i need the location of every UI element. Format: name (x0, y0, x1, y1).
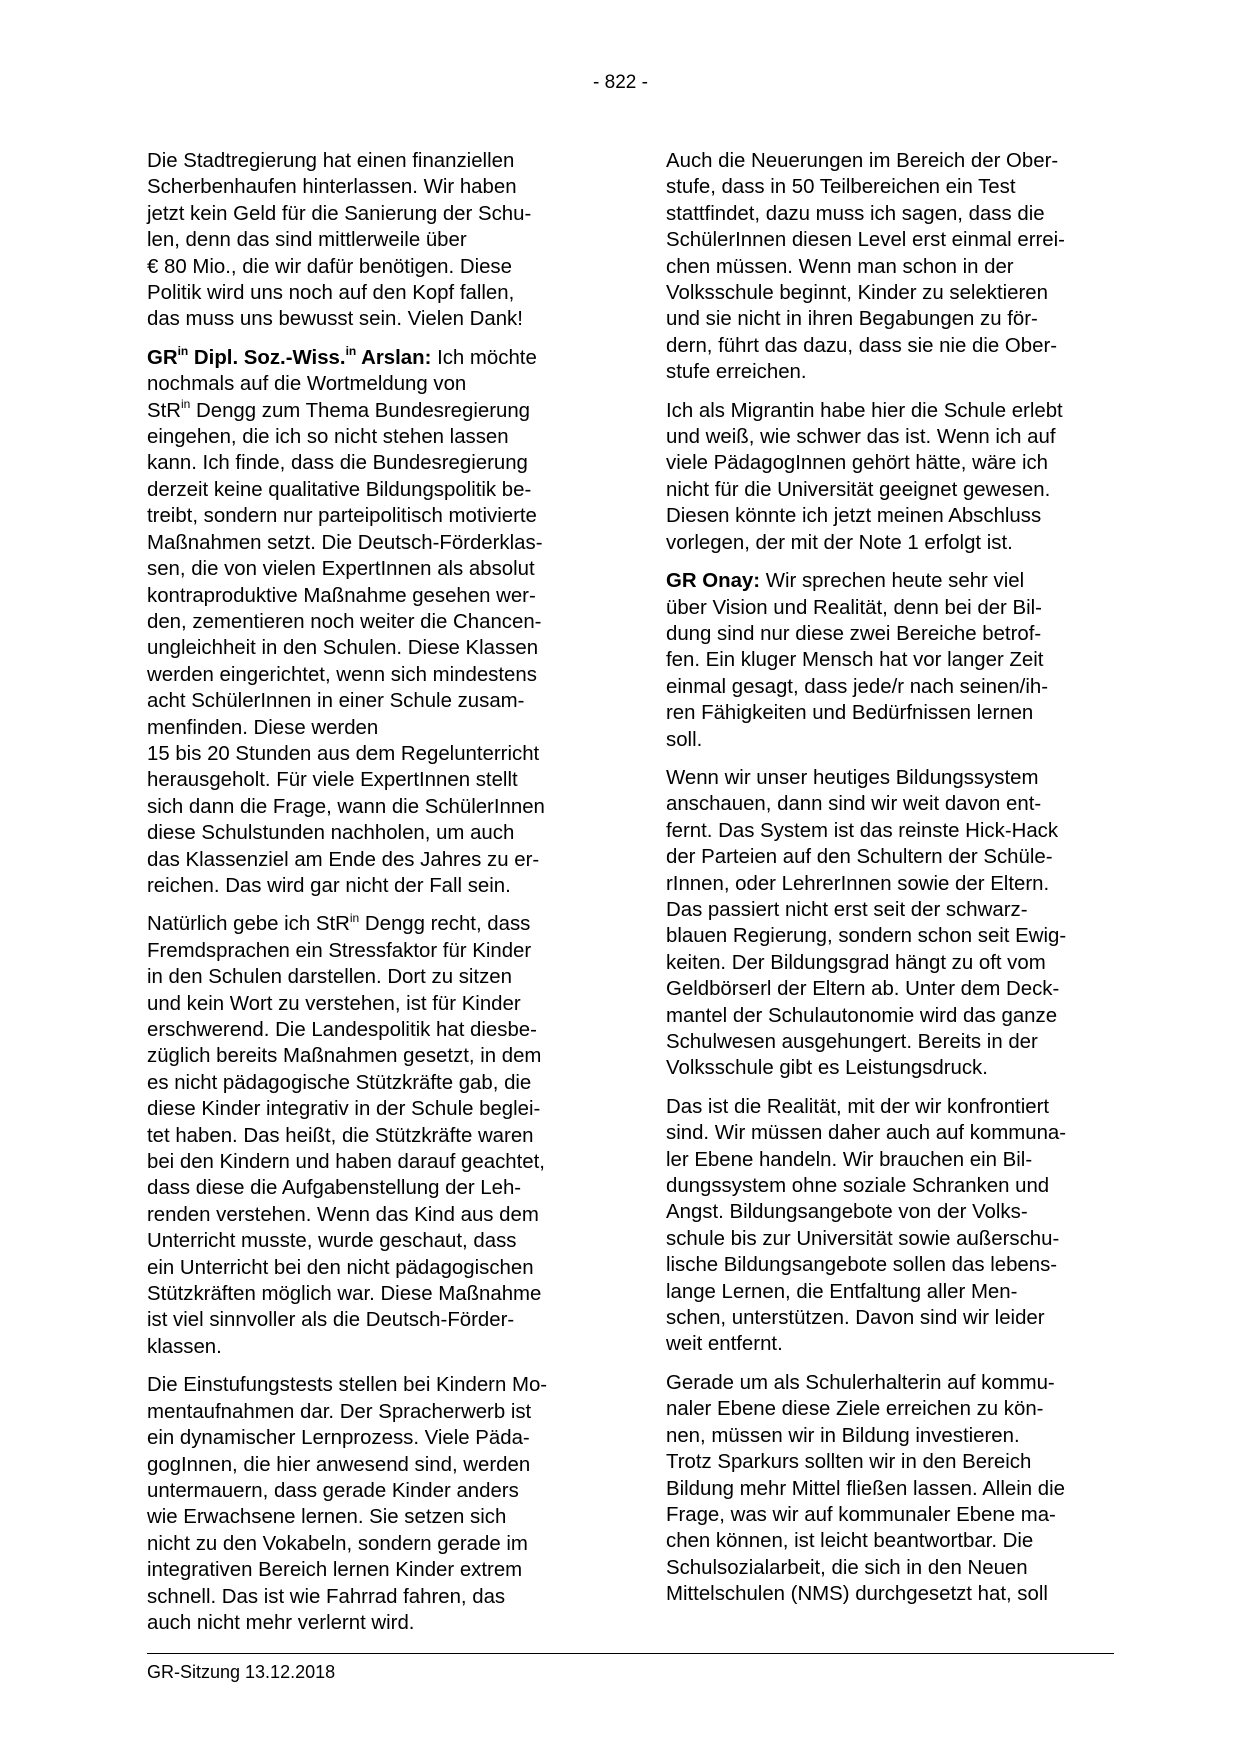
text-line: fernt. Das System ist das reinste Hick-Hack (666, 819, 1059, 842)
text-line: das Klassenziel am Ende des Jahres zu er- (147, 848, 540, 871)
text-line: mantel der Schulautonomie wird das ganze (666, 1004, 1058, 1027)
text-line: diese Schulstunden nachholen, um auch (147, 822, 515, 845)
text-line: SchülerInnen diesen Level erst einmal errei- (666, 229, 1065, 252)
left-column (147, 148, 589, 1648)
paragraph-placement-tests (147, 1372, 589, 1636)
text-line: schule bis zur Universität sowie außerschu- (666, 1227, 1060, 1250)
text-line: Diesen könnte ich jetzt meinen Abschluss (666, 505, 1042, 528)
text-line: vorlegen, der mit der Note 1 erfolgt ist. (666, 531, 1013, 554)
text-line: werden eingerichtet, wenn sich mindestens (147, 663, 537, 686)
speaker-degree-suffix: in (345, 344, 357, 359)
text-line: Unterricht musste, wurde geschaut, dass (147, 1230, 517, 1253)
text-line: stufe, dass in 50 Teilbereichen ein Test (666, 176, 1016, 199)
text-line: Volksschule gibt es Leistungsdruck. (666, 1057, 988, 1080)
text-line: sind. Wir müssen daher auch auf kommuna- (666, 1122, 1067, 1145)
text-line: der Parteien auf den Schultern der Schüle- (666, 846, 1053, 869)
text-line: dung sind nur diese zwei Bereiche betrof- (666, 622, 1042, 645)
text-line: nicht zu den Vokabeln, sondern gerade im (147, 1532, 528, 1555)
text-line: kontraproduktive Maßnahme gesehen wer- (147, 584, 536, 607)
text-line: 15 bis 20 Stunden aus dem Regelunterricht (147, 742, 540, 765)
text-line: renden verstehen. Wenn das Kind aus dem (147, 1203, 539, 1226)
text-line (666, 568, 1108, 594)
text-line: Bildung mehr Mittel fließen lassen. Allein die (666, 1477, 1065, 1500)
text-line: ren Fähigkeiten und Bedürfnissen lernen (666, 702, 1034, 725)
text-line: fen. Ein kluger Mensch hat vor langer Zeit (666, 649, 1044, 672)
text-line: und sie nicht in ihren Begabungen zu för- (666, 308, 1038, 331)
text-segment: Dengg recht, dass (359, 913, 531, 936)
text-line: naler Ebene diese Ziele erreichen zu kön- (666, 1398, 1044, 1421)
text-line: lange Lernen, die Entfaltung aller Men- (666, 1280, 1018, 1303)
text-line: herausgeholt. Für viele ExpertInnen stellt (147, 769, 518, 792)
text-line: untermauern, dass gerade Kinder anders (147, 1479, 519, 1502)
text-line: treibt, sondern nur parteipolitisch motivierte (147, 505, 537, 528)
text-segment: Dengg zum Thema Bundesregierung (190, 399, 531, 422)
text-line: chen müssen. Wenn man schon in der (666, 255, 1014, 278)
paragraph-closing-remarks (147, 148, 589, 333)
text-line: Wenn wir unser heutiges Bildungssystem (666, 766, 1039, 789)
paragraph-migrant-experience (666, 398, 1108, 556)
text-line: Die Einstufungstests stellen bei Kindern Mo- (147, 1374, 548, 1397)
speaker-title-gr: GR (147, 346, 178, 369)
title-suffix: in (349, 910, 360, 925)
text-line: den, zementieren noch weiter die Chancen- (147, 610, 542, 633)
text-line: nicht für die Universität geeignet gewesen. (666, 478, 1051, 501)
text-line: weit entfernt. (666, 1333, 783, 1356)
speaker-degree: Dipl. Soz.-Wiss. (188, 346, 346, 369)
text-line: stattfindet, dazu muss ich sagen, dass die (666, 202, 1045, 225)
text-line: Ich als Migrantin habe hier die Schule erlebt (666, 399, 1063, 422)
text-line: eingehen, die ich so nicht stehen lassen (147, 426, 509, 449)
title-suffix: in (181, 396, 191, 411)
text-line: züglich bereits Maßnahmen gesetzt, in dem (147, 1045, 542, 1068)
text-line (147, 398, 589, 424)
text-line: mentaufnahmen dar. Der Spracherwerb ist (147, 1400, 532, 1423)
text-line: menfinden. Diese werden (147, 716, 379, 739)
text-line: Frage, was wir auf kommunaler Ebene ma- (666, 1503, 1056, 1526)
text-line: reichen. Das wird gar nicht der Fall sein. (147, 874, 511, 897)
text-line: tet haben. Das heißt, die Stützkräfte waren (147, 1124, 534, 1147)
speaker-name-arslan (147, 344, 432, 369)
text-line (147, 911, 589, 937)
page-number: - 822 - (593, 72, 648, 93)
text-line: ler Ebene handeln. Wir brauchen ein Bil- (666, 1148, 1033, 1171)
text-line: blauen Regierung, sondern schon seit Ewig- (666, 925, 1067, 948)
text-line: Die Stadtregierung hat einen finanziellen (147, 150, 515, 172)
text-line: acht SchülerInnen in einer Schule zusam- (147, 690, 525, 713)
text-line: nochmals auf die Wortmeldung von (147, 373, 467, 396)
text-line: dungssystem ohne soziale Schranken und (666, 1175, 1050, 1198)
text-line: len, denn das sind mittlerweile über (147, 229, 467, 252)
text-line: klassen. (147, 1335, 222, 1358)
paragraph-upper-school (666, 148, 1108, 386)
text-line: chen können, ist leicht beantwortbar. Die (666, 1530, 1034, 1553)
text-line: gogInnen, die hier anwesend sind, werden (147, 1453, 531, 1476)
text-line: € 80 Mio., die wir dafür benötigen. Diese (147, 255, 512, 278)
text-line: und weiß, wie schwer das ist. Wenn ich auf (666, 426, 1056, 449)
text-line: Schulsozialarbeit, die sich in den Neuen (666, 1556, 1028, 1579)
speech-text: Ich möchte (431, 346, 537, 369)
text-line: über Vision und Realität, denn bei der Bil- (666, 596, 1042, 619)
text-line: Mittelschulen (NMS) durchgesetzt hat, soll (666, 1583, 1048, 1606)
text-line: Angst. Bildungsangebote von der Volks- (666, 1201, 1028, 1224)
text-line: Fremdsprachen ein Stressfaktor für Kinder (147, 939, 532, 962)
text-line: Auch die Neuerungen im Bereich der Ober- (666, 150, 1059, 172)
text-line: Volksschule beginnt, Kinder zu selektieren (666, 282, 1048, 305)
speaker-title-suffix: in (177, 344, 189, 359)
paragraph-education-system (666, 765, 1108, 1082)
text-line: diese Kinder integrativ in der Schule beglei- (147, 1098, 541, 1121)
text-line: sich dann die Frage, wann die SchülerInnen (147, 795, 545, 818)
speech-text: Wir sprechen heute sehr viel (760, 570, 1025, 593)
text-line: und kein Wort zu verstehen, ist für Kinder (147, 992, 521, 1015)
text-line: Trotz Sparkurs sollten wir in den Bereich (666, 1451, 1032, 1474)
text-line: bei den Kindern und haben darauf geachtet, (147, 1151, 545, 1174)
text-line: Gerade um als Schulerhalterin auf kommu- (666, 1371, 1055, 1394)
text-line: rInnen, oder LehrerInnen sowie der Eltern. (666, 872, 1050, 895)
text-line: kann. Ich finde, dass die Bundesregierung (147, 452, 528, 475)
text-line: Scherbenhaufen hinterlassen. Wir haben (147, 176, 517, 199)
text-line: erschwerend. Die Landespolitik hat diesbe- (147, 1019, 537, 1041)
text-line: wie Erwachsene lernen. Sie setzen sich (147, 1506, 507, 1529)
text-segment: StR (147, 399, 181, 422)
text-line: schnell. Das ist wie Fahrrad fahren, das (147, 1585, 506, 1608)
text-line: ist viel sinnvoller als die Deutsch-Förder- (147, 1309, 515, 1332)
speaker-surname: Arslan: (356, 346, 432, 369)
text-line: Schulwesen ausgehungert. Bereits in der (666, 1031, 1038, 1053)
text-line: Politik wird uns noch auf den Kopf fallen, (147, 282, 515, 305)
paragraph-support-staff (147, 911, 589, 1360)
text-line: dern, führt das dazu, dass sie nie die Ober- (666, 334, 1058, 357)
text-line: dass diese die Aufgabenstellung der Leh- (147, 1177, 522, 1200)
text-line: viele PädagogInnen gehört hätte, wäre ich (666, 452, 1049, 475)
text-line: sen, die von vielen ExpertInnen als absolut (147, 558, 535, 581)
text-line: stufe erreichen. (666, 361, 807, 384)
speaker-name-onay: GR Onay: (666, 570, 761, 593)
footer-divider (147, 1653, 1114, 1654)
text-line: ungleichheit in den Schulen. Diese Klassen (147, 637, 539, 660)
text-line: einmal gesagt, dass jede/r nach seinen/ih- (666, 675, 1048, 698)
text-line: derzeit keine qualitative Bildungspolitik be- (147, 478, 532, 501)
footer-session-date: GR-Sitzung 13.12.2018 (147, 1662, 336, 1682)
text-line: ein dynamischer Lernprozess. Viele Päda- (147, 1427, 530, 1450)
right-column (666, 148, 1108, 1620)
text-line: soll. (666, 728, 703, 751)
text-line: es nicht pädagogische Stützkräfte gab, die (147, 1071, 532, 1094)
text-line: Das ist die Realität, mit der wir konfrontiert (666, 1095, 1050, 1118)
text-line: Stützkräften möglich war. Diese Maßnahme (147, 1283, 542, 1306)
text-line: Maßnahmen setzt. Die Deutsch-Förderklas- (147, 531, 543, 554)
text-line: ein Unterricht bei den nicht pädagogischen (147, 1256, 534, 1279)
text-line: Geldbörserl der Eltern ab. Unter dem Deck- (666, 978, 1060, 1001)
text-line: das muss uns bewusst sein. Vielen Dank! (147, 308, 523, 331)
paragraph-onay-speech (666, 568, 1108, 753)
text-line: auch nicht mehr verlernt wird. (147, 1611, 415, 1634)
text-line: keiten. Der Bildungsgrad hängt zu oft vom (666, 951, 1046, 974)
text-line (147, 345, 589, 371)
text-line: integrativen Bereich lernen Kinder extrem (147, 1559, 523, 1582)
text-line: schen, unterstützen. Davon sind wir leider (666, 1307, 1045, 1330)
text-line: lische Bildungsangebote sollen das lebens- (666, 1254, 1058, 1277)
text-line: Das passiert nicht erst seit der schwarz- (666, 898, 1028, 921)
paragraph-arslan-speech (147, 345, 589, 900)
text-line: in den Schulen darstellen. Dort zu sitzen (147, 966, 512, 989)
text-line: anschauen, dann sind wir weit davon ent- (666, 793, 1042, 816)
text-line: nen, müssen wir in Bildung investieren. (666, 1424, 1020, 1447)
text-line: jetzt kein Geld für die Sanierung der Schu- (147, 202, 532, 225)
paragraph-investment (666, 1370, 1108, 1608)
text-segment: Natürlich gebe ich StR (147, 913, 350, 936)
paragraph-reality (666, 1094, 1108, 1358)
